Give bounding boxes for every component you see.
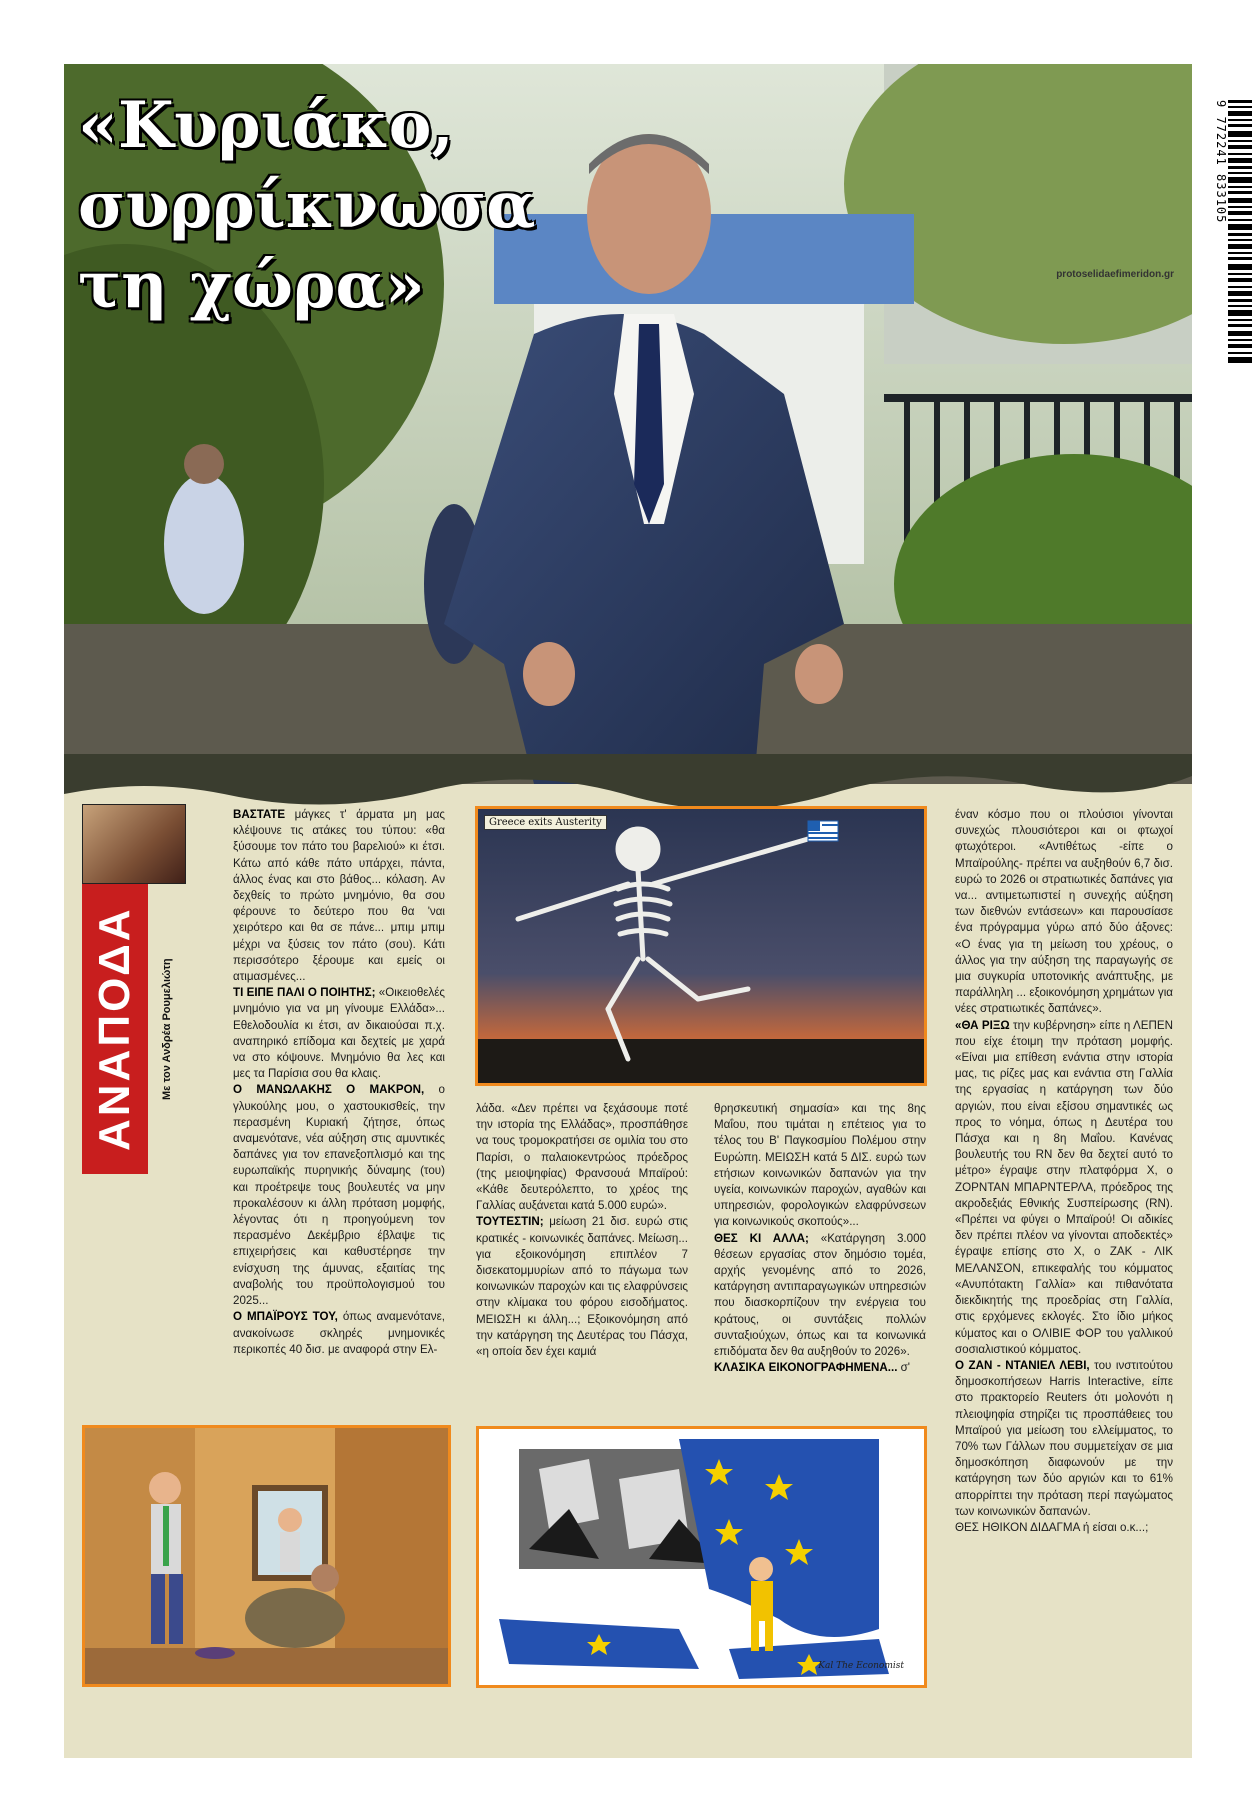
paragraph-lead: Ο ΜΑΝΩΛΑΚΗΣ Ο ΜΑΚΡΟΝ, [233,1083,425,1097]
column-label [82,804,186,1174]
cartoon-skeleton [475,806,927,1086]
paragraph-lead: ΒΑΣΤΑΤΕ [233,808,286,821]
paragraph [955,1358,1173,1520]
paragraph-text: έναν κόσμο που οι πλούσιοι γίνονται συνεχώς πλουσιότεροι και οι φτωχοί φτωχότεροι. «Αντιθέτως -είπε ο Μπαϊρούλης- πρέπει να αυξηθούν 6,7 δισ. ευρώ το 2026 οι στρατιωτικές δαπάνες για να... αντιμετωπιστεί η συνεχής αύξηση των διεθνών εντάσεων» και παρουσίασε ένα πρόγραμμα γύρω από δύο άξονες: «Ο ένας για τη μείωση του χρέους, ο άλλος για την αύξηση της παραγωγής σε μια συγκυρία υποτονικής ανάπτυξης, με παράλληλη ... εξοικονόμηση χρημάτων για νέες στρατιωτικές δαπάνες». [955,808,1173,1016]
paragraph-text: «Οικειοθελές μνημόνιο για να μη γίνουμε Ελλάδα»... Εθελοδουλία κι έτσι, αν δικαιούσαι π.χ. αναπηρικό επίδομα και δεχτείς με χαρά να στο κόψουνε. Μνημόνιο θα λες και μες τα Παρίσια σου θα κλαις. [233,986,445,1081]
paragraph-text: ο γλυκούλης μου, ο χαστουκισθείς, την περασμένη Κυριακή ζήτησε, όπως αναμενότανε, νέα αύξηση στις αμυντικές δαπάνες για τον επανεξοπλισμό και της ευρωπαϊκής πυρηνικής δύναμης (του) και προέτρεψε τους βουλευτές να μην προκαλέσουν κι άλλη πρόταση μομφής, λέγοντας ότι η προηγούμενη τον περασμένο Δεκέμβριο έβλαψε τις επιχειρήσεις και καθυστέρησε την ενίσχυση της άμυνας, εξαιτίας της αναβολής του προϋπολογισμού του 2025... [233,1083,445,1308]
photo-credit: protoselidaefimeridon.gr [1056,269,1174,280]
paragraph [955,807,1173,1018]
guernica-eu-illustration [479,1429,924,1685]
headline-line-3: τη χώρα» [78,248,425,323]
cartoon-caption: Greece exits Austerity [484,815,607,830]
beggar-illustration [85,1428,448,1684]
paragraph-lead: Ο ΖΑΝ - ΝΤΑΝΙΕΛ ΛΕΒΙ, [955,1358,1090,1372]
cartoon-beggar [82,1425,451,1687]
mirror [255,1488,325,1578]
paragraph-lead: ΘΕΣ ΚΙ ΑΛΛΑ; [714,1231,809,1245]
paragraph-text: μείωση 21 δισ. ευρώ στις κρατικές - κοινωνικές δαπάνες. Μείωση... για εξοικονόμηση επιπλέον 7 δισεκατομμυρίων από το πάγωμα των κοινωνικών παροχών και τις ελαφρύνσεις στην κλίμακα του φόρου εισοδήματος. ΜΕΙΩΣΗ κι άλλη...; Εξοικονόμηση από την κατάργηση της Δευτέρας του Πάσχα, «η οποία δεν έχει καμιά [476,1215,688,1359]
paragraph-text: «Κατάργηση 3.000 θέσεων εργασίας στον δημόσιο τομέα, αρχής γενομένης από το 2026, κατάργηση αντιπαραγωγικών υπηρεσιών που διασκορπίζουν την ενέργεια του κράτους, οι συντάξεις πολλών συνταξιούχων, όπως και τα κοινωνικά επιδόματα δεν θα αυξηθούν το 2026». [714,1231,926,1359]
text-column-4 [955,807,1173,1536]
paragraph [714,1231,926,1361]
paragraph [476,1101,688,1214]
paragraph [233,1309,445,1358]
column-name: ΑΝΑΠΟΔΑ [82,884,148,1174]
barcode-number: 9 772241 833105 [1214,100,1228,224]
paragraph [955,1520,1173,1536]
paragraph-lead: Ο ΜΠΑΪΡΟΥΣ ΤΟΥ, [233,1310,338,1324]
paragraph-text: ΘΕΣ ΗΘΙΚΟΝ ΔΙΔΑΓΜΑ ή είσαι ο.κ...; [955,1520,1149,1534]
paragraph-text: μάγκες τ' άρματα μη μας κλέψουνε τις ατάκες του τύπου: «θα ξύσουμε τον πάτο του βαρελιού» κι έτσι. Κάτω από κάθε πάτο υπάρχει, πάντα, άλλος ένας και στο βάθος... κόλαση. Αν δεχθείς το πρώτο μνημόνιο, θα σου φέρουνε το δεύτερο που θα 'ναι χειρότερο και θα σε πάνε... μπιμ μπιμ μέχρι να ξύσεις τον πάτο (σου). Κάτι περισσότερο ξέρουμε και εμείς οι ατιμασμένες... [233,808,445,984]
headline [78,86,598,326]
paragraph-text: την κυβέρνηση» είπε η ΛΕΠΕΝ που είχε έτοιμη την πρόταση μομφής. «Είναι μια επίθεση ενάντια στην ιστορία μας, τις ρίζες μας και ενάντια στη Γαλλία της εργασίας η κατάργηση των δύο αργιών, που είναι εξίσου σημαντικές ως προς το νόημα, όπως η Δευτέρα του Πάσχα και η 8η Μαΐου. Κανένας βουλευτής του RN δεν θα δεχτεί αυτό το μέτρο» έγραψε στην πλατφόρμα Χ, ο ΖΟΡΝΤΑΝ ΜΠΑΡΝΤΕΡΛΑ, πρόεδρος της ακροδεξιάς Εθνικής Συσπείρωσης (RN). «Πρέπει να φύγει ο Μπαϊρού! Οι αδικίες δεν πρέπει πλέον να γίνονται αποδεκτές» έγραψε επίσης στο Χ, ο ΖΑΚ - ΛΙΚ ΜΕΛΑΝΣΟΝ, επικεφαλής του κόμματος «Ανυπότακτη Γαλλία» και πιθανότατα διεκδικητής της προεδρίας στη Γαλλία, στις ερχόμενες εκλογές. Στο ίδιο μήκος κύματος και ο ΟΛΙΒΙΕ ΦΟΡ του γαλλικού σοσιαλιστικού κόμματος. [955,1018,1173,1356]
paragraph-lead: ΤΟΥΤΕΣΤΙΝ; [476,1215,544,1229]
paragraph-text: λάδα. «Δεν πρέπει να ξεχάσουμε ποτέ την ιστορία της Ελλάδας», προσπάθησε να τους τρομοκρατήσει σε ομιλία του στο Παρίσι, ο παλαιοκεντρώος πρόεδρος (της μειοψηφίας) Φρανσουά Μπαϊρού: «Κάθε δευτερόλεπτο, το χρέος της Γαλλίας αυξάνεται κατά 5.000 ευρώ». [476,1102,688,1213]
paragraph-text: θρησκευτική σημασία» και της 8ης Μαΐου, που τιμάται η επέτειος για το τέλος του Β' Παγκοσμίου Πολέμου στην Ευρώπη. ΜΕΙΩΣΗ κατά 5 ΔΙΣ. ευρώ των ετήσιων κοινωνικών δαπανών για την υγεία, κοινωνικών παροχών, αγαθών και υπηρεσιών, φορολογικών ελαφρύνσεων για κοινωνικούς σκοπούς»... [714,1102,926,1229]
newspaper-page [64,64,1192,1758]
column-author: Με τον Ανδρέα Ρουμελιώτη [161,958,173,1100]
columnist-photo [82,804,186,884]
paragraph [714,1101,926,1231]
paragraph [955,1018,1173,1358]
text-column-1 [233,807,445,1358]
paragraph [233,807,445,985]
headline-line-1: «Κυριάκο, [78,88,454,163]
paragraph [233,1082,445,1309]
paragraph-lead: ΚΛΑΣΙΚΑ ΕΙΚΟΝΟΓΡΑΦΗΜΕΝΑ... [714,1361,898,1375]
paragraph-lead: ΤΙ ΕΙΠΕ ΠΑΛΙ Ο ΠΟΙΗΤΗΣ; [233,986,376,1000]
paragraph [233,985,445,1082]
cartoon-signature: Kal The Economist [818,1661,904,1671]
barcode [1228,100,1252,366]
headline-line-2: συρρίκνωσα [78,168,536,243]
paragraph [476,1214,688,1360]
paragraph-text: του ινστιτούτου δημοσκοπήσεων Harris Interactive, είπε στο πρακτορείο Reuters ότι μολονότι η πλειοψηφία στηρίζει τις προσπάθειες του Μπαϊρού για μείωση του ελλείμματος, το 70% των Γάλλων που συμμετείχαν σε μια δημοσκόπηση διαφωνούν με την κατάργηση των δύο αργιών και το 61% απορρίπτει την πρόταση περί παγώματος των κοινωνικών δαπανών. [955,1358,1173,1518]
paragraph [714,1360,926,1376]
paragraph-text: όπως αναμενότανε, ανακοίνωσε σκληρές μνημονικές περικοπές 40 δισ. με αναφορά στην Ελ- [233,1310,445,1356]
hero-photo [64,64,1192,784]
text-column-2 [476,1101,688,1360]
paragraph-lead: «ΘΑ ΡΙΞΩ [955,1018,1010,1032]
skeleton-illustration [478,809,924,1083]
text-column-3 [714,1101,926,1376]
paragraph-text: σ' [897,1361,911,1375]
cartoon-guernica-eu [476,1426,927,1688]
